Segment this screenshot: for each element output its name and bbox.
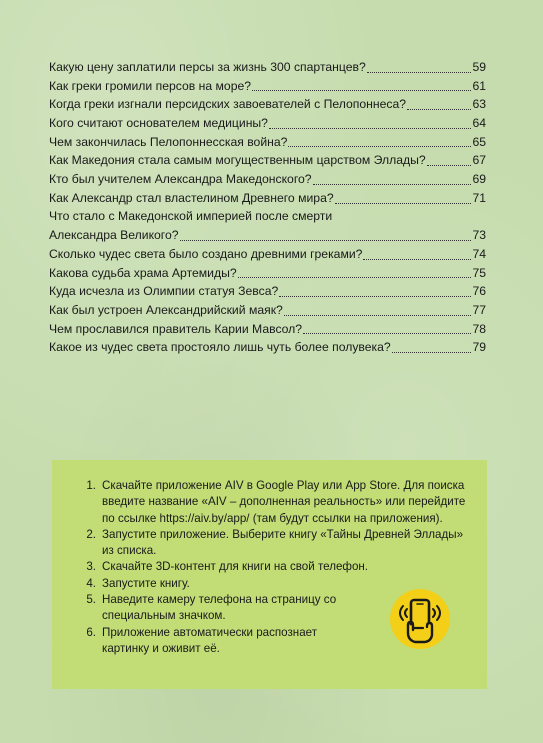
instruction-number: 6. [86,625,96,639]
toc-entry [49,320,486,339]
toc-entry-first-line [49,208,486,227]
toc-leader-dots [252,90,471,91]
instruction-item [70,478,467,527]
toc-entry-title: Александра Великого? [49,228,179,243]
toc-entry [49,77,486,96]
instruction-text: Запустите книгу. [102,576,190,590]
instruction-text: Скачайте приложение AIV в Google Play или App Store. Для поиска введите название «AIV – дополненная реальность» или перейдите по ссылке https://aiv.by/app/ (там будут ссылки на приложения). [102,479,466,525]
toc-entry [49,151,486,170]
toc-entry-title: Чем прославился правитель Карии Мавсол? [49,321,303,336]
toc-leader-dots [392,352,472,353]
toc-entry [49,189,486,208]
toc-entry-page: 71 [472,190,486,205]
instruction-item [70,527,467,560]
toc-entry-title: Кого считают основателем медицины? [49,116,268,131]
ar-phone-hand-icon [390,589,450,649]
toc-entry-page: 59 [472,59,486,74]
toc-entry-title: Как был устроен Александрийский маяк? [49,302,283,317]
toc-entry-page: 61 [472,78,486,93]
toc-leader-dots [269,128,471,129]
toc-entry-title: Сколько чудес света было создано древними греками? [49,246,363,261]
toc-entry-page: 64 [472,116,486,131]
toc-entry-page: 76 [472,284,486,299]
toc-entry [49,133,486,152]
toc-leader-dots [288,146,471,147]
instruction-number: 1. [86,479,96,492]
toc-entry-title-line1: Что стало с Македонской империей после смерти [49,209,333,224]
toc-entry-title: Чем закончилась Пелопоннесская война? [49,134,288,149]
toc-entry [49,338,486,357]
toc-entry [49,58,486,77]
instruction-text: Наведите камеру телефона на страницу со специальным значком. [102,593,337,623]
toc-leader-dots [284,315,472,316]
toc-entry-title: Какое из чудес света простояло лишь чуть более полувека? [49,340,391,355]
toc-leader-dots [367,72,472,73]
toc-entry-page: 65 [472,134,486,149]
toc-leader-dots [427,165,472,166]
toc-entry-page: 77 [472,302,486,317]
table-of-contents [49,58,486,357]
instruction-text: Запустите приложение. Выберите книгу «Тайны Древней Эллады» из списка. [102,527,464,558]
toc-entry-title: Как Македония стала самым могущественным царством Эллады? [49,153,426,168]
toc-entry [49,301,486,320]
toc-entry [49,282,486,301]
toc-entry-page: 79 [472,340,486,355]
toc-entry [49,114,486,133]
instruction-number: 3. [86,560,96,574]
toc-entry [49,170,486,189]
toc-entry-page: 67 [472,153,486,168]
toc-entry-page: 63 [472,97,486,112]
toc-entry-title: Куда исчезла из Олимпии статуя Зевса? [49,284,279,299]
ar-instructions-box [52,460,487,689]
instruction-number: 2. [86,527,96,541]
toc-entry-page: 75 [472,265,486,280]
toc-leader-dots [180,240,472,241]
toc-leader-dots [335,203,472,204]
instruction-text: Скачайте 3D-контент для книги на свой телефон. [102,560,369,574]
toc-entry-title: Как греки громили персов на море? [49,78,252,93]
toc-entry-page: 78 [472,321,486,336]
toc-entry-page: 73 [472,228,486,243]
toc-leader-dots [407,109,471,110]
toc-entry-title: Как Александр стал властелином Древнего мира? [49,190,334,205]
toc-entry [49,245,486,264]
toc-leader-dots [313,184,472,185]
toc-entry-page: 69 [472,172,486,187]
toc-entry-page: 74 [472,246,486,261]
toc-entry [49,264,486,283]
instruction-item [70,559,467,575]
toc-entry-title: Какую цену заплатили персы за жизнь 300 спартанцев? [49,59,366,74]
toc-entry-title: Какова судьба храма Артемиды? [49,265,237,280]
toc-leader-dots [303,333,471,334]
ar-phone-badge [390,589,450,649]
instruction-number: 5. [86,593,96,607]
toc-entry [49,226,486,245]
toc-leader-dots [279,296,471,297]
instruction-text: Приложение автоматически распознает картинку и оживит её. [102,625,318,655]
toc-leader-dots [363,259,471,260]
toc-entry-title: Когда греки изгнали персидских завоевателей с Пелопоннеса? [49,97,407,112]
instruction-number: 4. [86,576,96,590]
toc-entry-title: Кто был учителем Александра Македонского? [49,172,312,187]
toc-entry [49,95,486,114]
toc-leader-dots [238,277,472,278]
